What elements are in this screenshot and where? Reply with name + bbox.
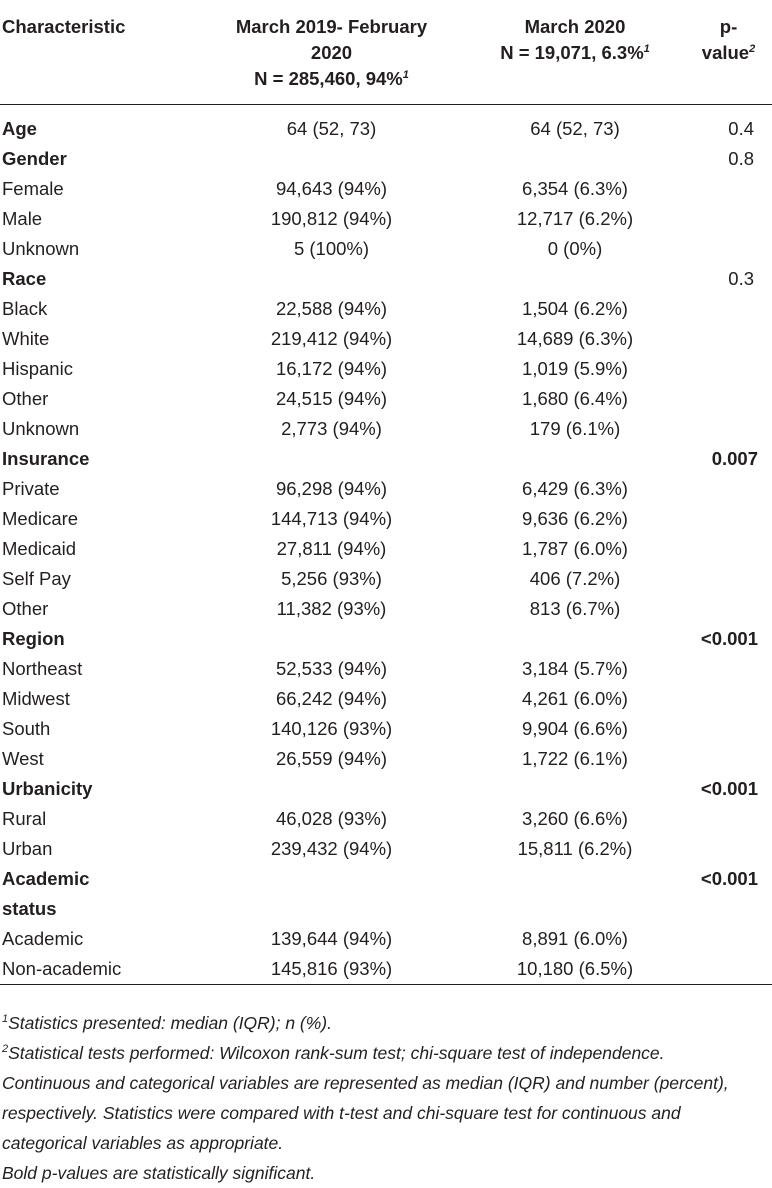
cell-march-2020: 1,787 (6.0%) <box>522 538 628 559</box>
row-label: Other <box>2 388 49 409</box>
cell-p-value <box>685 474 772 504</box>
table-row <box>0 324 772 354</box>
cell-march-2020: 1,680 (6.4%) <box>522 388 628 409</box>
cell-march-2020: 3,260 (6.6%) <box>522 808 628 829</box>
cell-march-2020: 406 (7.2%) <box>529 568 621 589</box>
cell-2019-2020: 16,172 (94%) <box>275 358 388 379</box>
header-period-2020-line1: March 2020 <box>524 16 626 37</box>
table-row <box>0 834 772 864</box>
footnote-2: $^2$Statistical tests performed: Wilcoxon rank-sum test; chi-square test of independence. <box>2 1043 665 1063</box>
cell-2019-2020: 96,298 (94%) <box>275 478 388 499</box>
cell-march-2020: 4,261 (6.0%) <box>522 688 628 709</box>
cell-2019-2020: 140,126 (93%) <box>270 718 393 739</box>
table-row <box>0 714 772 744</box>
row-label: Private <box>2 478 60 499</box>
cell-march-2020: 12,717 (6.2%) <box>516 208 634 229</box>
header-period-2019-line2: 2020 <box>310 42 353 63</box>
cell-march-2020: 3,184 (5.7%) <box>522 658 628 679</box>
table-row <box>0 384 772 414</box>
cell-p-value <box>685 354 772 384</box>
cell-p-value: <0.001 <box>700 868 758 889</box>
row-label: Urbanicity <box>2 778 93 799</box>
cell-2019-2020: 27,811 (94%) <box>276 538 387 559</box>
footnote-4: Bold p-values are statistically significant. <box>2 1163 316 1183</box>
cell-p-value <box>685 204 772 234</box>
row-label: Black <box>2 298 48 319</box>
table-row <box>0 534 772 564</box>
header-period-2019-footnote: 1 <box>402 69 409 81</box>
table-footnotes <box>2 1008 768 1188</box>
cell-2019-2020: 5,256 (93%) <box>281 568 382 589</box>
row-label: Non-academic <box>0 954 198 985</box>
cell-2019-2020: 139,644 (94%) <box>270 928 393 949</box>
row-label: Medicare <box>2 508 79 529</box>
table-row <box>0 954 772 985</box>
spacer-cell <box>0 104 772 114</box>
cell-p-value: 0.8 <box>728 148 754 169</box>
row-label: Gender <box>2 148 67 169</box>
header-period-2019 <box>198 0 465 104</box>
cell-2019-2020: 22,588 (94%) <box>275 298 388 319</box>
table-row <box>0 114 772 144</box>
row-label: Unknown <box>2 418 80 439</box>
cell-march-2020: 6,429 (6.3%) <box>522 478 628 499</box>
table-header <box>0 0 772 104</box>
cell-march-2020: 9,636 (6.2%) <box>522 508 628 529</box>
cell-2019-2020 <box>198 774 465 804</box>
cell-p-value <box>685 294 772 324</box>
cell-2019-2020: 24,515 (94%) <box>275 388 388 409</box>
cell-p-value <box>685 684 772 714</box>
cell-march-2020: 1,019 (5.9%) <box>522 358 628 379</box>
table-row <box>0 804 772 834</box>
cell-p-value: 0.3 <box>728 268 754 289</box>
table-row <box>0 204 772 234</box>
header-p-value-line2: value <box>701 42 750 63</box>
row-label: Urban <box>2 838 53 859</box>
cell-p-value: <0.001 <box>700 778 758 799</box>
cell-2019-2020: 64 (52, 73) <box>286 118 377 139</box>
header-row <box>0 0 772 104</box>
header-characteristic: Characteristic <box>0 0 198 104</box>
row-label: West <box>2 748 44 769</box>
cell-p-value <box>685 504 772 534</box>
cell-march-2020: 813 (6.7%) <box>529 598 621 619</box>
table-row <box>0 924 772 954</box>
table-row <box>0 564 772 594</box>
cell-march-2020: 10,180 (6.5%) <box>465 954 685 985</box>
table-row <box>0 624 772 654</box>
cell-march-2020: 9,904 (6.6%) <box>522 718 628 739</box>
cell-2019-2020: 26,559 (94%) <box>275 748 388 769</box>
table-row <box>0 354 772 384</box>
cell-2019-2020: 52,533 (94%) <box>275 658 388 679</box>
cell-p-value <box>685 654 772 684</box>
cell-march-2020 <box>465 144 685 174</box>
cell-march-2020 <box>465 264 685 294</box>
header-period-2020-n: N = 19,071, 6.3% <box>500 42 644 63</box>
cell-march-2020: 179 (6.1%) <box>529 418 621 439</box>
row-label: Self Pay <box>2 568 71 589</box>
header-p-value <box>685 0 772 104</box>
cell-march-2020 <box>465 774 685 804</box>
table-row <box>0 174 772 204</box>
row-label: White <box>2 328 50 349</box>
cell-p-value <box>685 234 772 264</box>
cell-p-value <box>685 594 772 624</box>
cell-2019-2020: 11,382 (93%) <box>276 598 387 619</box>
cell-p-value <box>685 384 772 414</box>
cell-p-value: <0.001 <box>700 628 758 649</box>
row-label: Medicaid <box>2 538 77 559</box>
table-row <box>0 774 772 804</box>
table-row <box>0 864 772 924</box>
cell-march-2020: 64 (52, 73) <box>530 118 620 139</box>
row-label: South <box>2 718 51 739</box>
row-label: Midwest <box>2 688 70 709</box>
row-label: Insurance <box>2 448 90 469</box>
cell-2019-2020 <box>198 144 465 174</box>
cell-2019-2020: 5 (100%) <box>293 238 370 259</box>
cell-p-value: 0.4 <box>728 118 754 139</box>
cell-2019-2020: 145,816 (93%) <box>198 954 465 985</box>
cell-2019-2020 <box>198 864 465 924</box>
cell-2019-2020 <box>198 264 465 294</box>
row-label: Female <box>2 178 64 199</box>
cell-march-2020 <box>465 444 685 474</box>
header-period-2019-n: N = 285,460, 94% <box>254 68 403 89</box>
cell-p-value <box>685 534 772 564</box>
cell-march-2020 <box>465 864 685 924</box>
cell-p-value <box>685 954 772 985</box>
table-row <box>0 654 772 684</box>
header-period-2019-line1: March 2019- February <box>235 16 428 37</box>
table-row <box>0 264 772 294</box>
footnote-1: $^1$Statistics presented: median (IQR); n (%). <box>2 1013 332 1033</box>
table-row <box>0 744 772 774</box>
row-label: Male <box>2 208 43 229</box>
cell-2019-2020: 219,412 (94%) <box>270 328 393 349</box>
cell-p-value <box>685 324 772 354</box>
table-row <box>0 444 772 474</box>
header-p-value-footnote: 2 <box>749 43 756 55</box>
cell-2019-2020: 66,242 (94%) <box>275 688 388 709</box>
row-label: Other <box>2 598 49 619</box>
cell-march-2020 <box>465 624 685 654</box>
cell-p-value <box>685 924 772 954</box>
row-label: Race <box>2 268 47 289</box>
row-label: Rural <box>2 808 47 829</box>
cell-p-value <box>685 414 772 444</box>
cell-2019-2020: 144,713 (94%) <box>270 508 393 529</box>
table-row <box>0 684 772 714</box>
cell-march-2020: 6,354 (6.3%) <box>522 178 628 199</box>
header-period-2020 <box>465 0 685 104</box>
header-p-value-line1: p- <box>719 16 738 37</box>
row-label: Academic <box>2 928 84 949</box>
table-row <box>0 474 772 504</box>
row-label: Age <box>2 118 37 139</box>
table-row <box>0 414 772 444</box>
row-label-academic-status: Academic status <box>2 868 90 919</box>
cell-p-value <box>685 714 772 744</box>
header-period-2020-footnote: 1 <box>643 43 650 55</box>
row-label: Northeast <box>2 658 83 679</box>
cell-march-2020: 1,504 (6.2%) <box>522 298 628 319</box>
cell-march-2020: 15,811 (6.2%) <box>517 838 633 859</box>
cell-march-2020: 1,722 (6.1%) <box>522 748 628 769</box>
cell-p-value <box>685 564 772 594</box>
footnote-3: Continuous and categorical variables are represented as median (IQR) and number (percent), respectively. Statistics were compared with t-test and chi-square test for continuous and categorical variables as appropriate. <box>2 1073 729 1153</box>
row-label: Unknown <box>2 238 80 259</box>
cell-p-value: 0.007 <box>711 448 758 469</box>
cell-p-value <box>685 744 772 774</box>
cell-2019-2020 <box>198 624 465 654</box>
table-body <box>0 104 772 985</box>
table-row <box>0 144 772 174</box>
cell-2019-2020: 239,432 (94%) <box>270 838 393 859</box>
table-row <box>0 234 772 264</box>
cell-2019-2020: 190,812 (94%) <box>270 208 393 229</box>
cell-2019-2020 <box>198 444 465 474</box>
table-row <box>0 294 772 324</box>
row-label: Hispanic <box>2 358 73 379</box>
table-row <box>0 504 772 534</box>
cell-march-2020: 14,689 (6.3%) <box>516 328 634 349</box>
table-row <box>0 594 772 624</box>
cell-2019-2020: 46,028 (93%) <box>275 808 388 829</box>
cell-p-value <box>685 834 772 864</box>
cell-2019-2020: 94,643 (94%) <box>275 178 388 199</box>
cell-march-2020: 8,891 (6.0%) <box>522 928 628 949</box>
cell-2019-2020: 2,773 (94%) <box>281 418 382 439</box>
cell-march-2020: 0 (0%) <box>547 238 603 259</box>
cell-p-value <box>685 174 772 204</box>
cell-p-value <box>685 804 772 834</box>
row-label: Region <box>2 628 65 649</box>
